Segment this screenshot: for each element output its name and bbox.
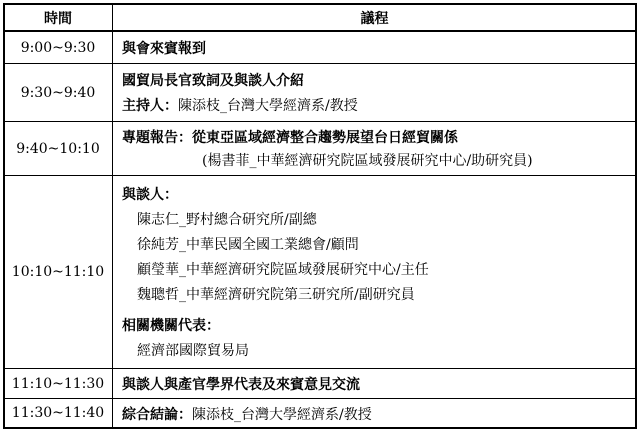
agenda-title: 國貿局長官致詞及與談人介紹 (122, 73, 304, 89)
table-row (122, 176, 632, 368)
agenda-title: 與談人與產官學界代表及來賓意見交流 (122, 377, 360, 393)
host-line (122, 95, 358, 115)
time-cell: 9:30~9:40 (20, 84, 96, 101)
table-row (122, 369, 632, 398)
keynote-speaker: (楊書菲_中華經濟研究院區域發展研究中心/助研究員) (202, 153, 533, 169)
table-row (122, 32, 632, 63)
host-label: 主持人： (122, 98, 178, 114)
time-cell: 9:40~10:10 (16, 140, 100, 157)
table-row (122, 399, 632, 427)
header-time: 時間 (44, 10, 72, 27)
conclusion-value: 陳添枝_台灣大學經濟系/教授 (192, 407, 372, 423)
column-divider (112, 3, 113, 429)
agenda-title: 與會來賓報到 (122, 41, 206, 57)
keynote-label: 專題報告： (122, 130, 192, 146)
table-row (122, 122, 632, 175)
panelist: 陳志仁_野村總合研究所/副總 (137, 212, 317, 228)
conclusion-line (122, 404, 372, 424)
table-row (122, 64, 632, 121)
time-cell: 10:10~11:10 (11, 264, 105, 280)
header-agenda: 議程 (360, 10, 389, 27)
agency-label: 相關機關代表： (122, 318, 220, 334)
panelist: 徐純芳_中華民國全國工業總會/顧問 (137, 237, 359, 253)
time-cell: 11:30~11:40 (11, 405, 105, 421)
agency: 經濟部國際貿易局 (137, 343, 249, 359)
keynote-line (122, 127, 458, 147)
panelist: 魏聰哲_中華經濟研究院第三研究所/副研究員 (137, 287, 415, 303)
keynote-title: 從東亞區域經濟整合趨勢展望台日經貿關係 (192, 130, 458, 146)
panelist: 顧瑩華_中華經濟研究院區域發展研究中心/主任 (137, 262, 429, 278)
conclusion-label: 綜合結論： (122, 407, 192, 423)
host-value: 陳添枝_台灣大學經濟系/教授 (178, 98, 358, 114)
panel-label: 與談人： (122, 187, 178, 203)
time-cell: 11:10~11:30 (11, 375, 105, 392)
time-cell: 9:00~9:30 (20, 39, 96, 56)
